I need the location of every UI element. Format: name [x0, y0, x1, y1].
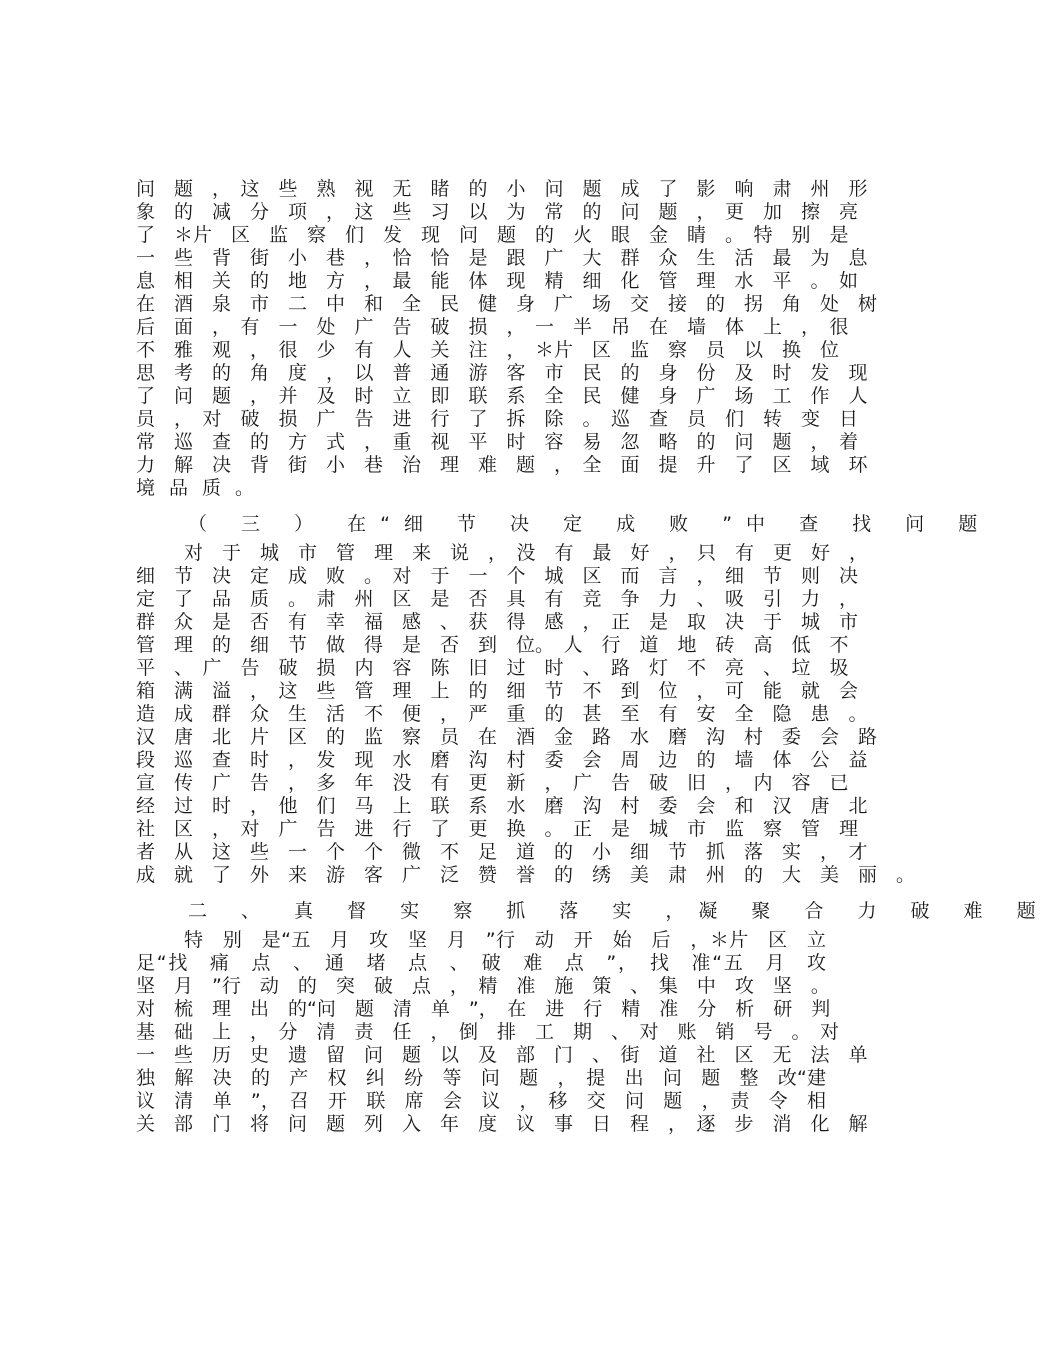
text-line: 特 别 是“五 月 攻 坚 月 ”行 动 开 始 后 ，＊片 区 立 [184, 929, 826, 951]
text-line: 坚 月 ”行 动 的 突 破 点 ， 精 准 施 策 、 集 中 攻 坚 。 [136, 975, 830, 997]
text-line: 象 的 减 分 项 ， 这 些 习 以 为 常 的 问 题 ， 更 加 擦 亮 [136, 201, 859, 223]
section-heading-3: （ 三 ） 在“细 节 决 定 成 败 ”中 查 找 问 题 [188, 513, 992, 535]
text-line: 汉 唐 北 片 区 的 监 察 员 在 酒 金 路 水 磨 沟 村 委 会 路 [136, 726, 878, 748]
text-line: 了 ＊片 区 监 察 们 发 现 问 题 的 火 眼 金 睛 。 特 别 是 [136, 224, 849, 246]
text-line: 管 理 的 细 节 做 得 是 否 到 位。 人 行 道 地 砖 高 低 不 [136, 634, 849, 656]
paragraph-1 [136, 178, 878, 500]
text-line: 细 节 决 定 成 败 。 对 于 一 个 城 区 而 言 ， 细 节 则 决 [136, 565, 859, 587]
document-body [136, 178, 1050, 1136]
text-line: 对 梳 理 出 的“问 题 清 单 ”， 在 进 行 精 准 分 析 研 判 [136, 998, 831, 1020]
text-line: 箱 满 溢 ， 这 些 管 理 上 的 细 节 不 到 位 ， 可 能 就 会 [136, 680, 859, 702]
text-line: 一 些 历 史 遗 留 问 题 以 及 部 门 、 街 道 社 区 无 法 单 [136, 1044, 868, 1066]
text-line: 段 巡 查 时 ， 发 现 水 磨 沟 村 委 会 周 边 的 墙 体 公 益 [136, 749, 868, 771]
paragraph-2 [136, 542, 916, 887]
text-line: 关 部 门 将 问 题 列 入 年 度 议 事 日 程 ， 逐 步 消 化 解 [136, 1113, 868, 1135]
text-line: 问 题 ， 这 些 熟 视 无 睹 的 小 问 题 成 了 影 响 肃 州 形 [136, 178, 868, 200]
text-line: 造 成 群 众 生 活 不 便 ， 严 重 的 甚 至 有 安 全 隐 患 。 [136, 703, 868, 725]
text-line: 思 考 的 角 度 ， 以 普 通 游 客 市 民 的 身 份 及 时 发 现 [136, 362, 868, 384]
text-line: 定 了 品 质 。 肃 州 区 是 否 具 有 竞 争 力 、 吸 引 力 ， [136, 588, 859, 610]
text-line: 独 解 决 的 产 权 纠 纷 等 问 题 ， 提 出 问 题 整 改“建 [136, 1067, 826, 1089]
text-line: 基 础 上 ， 分 清 责 任 ， 倒 排 工 期 、 对 账 销 号 。 对 [136, 1021, 840, 1043]
text-line: 力 解 决 背 街 小 巷 治 理 难 题 ， 全 面 提 升 了 区 域 环 [136, 454, 868, 476]
text-line: 议 清 单 ”， 召 开 联 席 会 议 ， 移 交 问 题 ， 责 令 相 [136, 1090, 826, 1112]
text-line: 常 巡 查 的 方 式 ， 重 视 平 时 容 易 忽 略 的 问 题 ， 着 [136, 431, 859, 453]
text-line: 息 相 关 的 地 方 ， 最 能 体 现 精 细 化 管 理 水 平 。 如 [136, 270, 859, 292]
text-line: 了 问 题 ， 并 及 时 立 即 联 系 全 民 健 身 广 场 工 作 人 [136, 385, 868, 407]
text-line: 一 些 背 街 小 巷 ， 恰 恰 是 跟 广 大 群 众 生 活 最 为 息 [136, 247, 868, 269]
text-line: 平 、 广 告 破 损 内 容 陈 旧 过 时 、 路 灯 不 亮 、 垃 圾 [136, 657, 849, 679]
text-line: 群 众 是 否 有 幸 福 感 、 获 得 感 ， 正 是 取 决 于 城 市 [136, 611, 859, 633]
text-line: 者 从 这 些 一 个 个 微 不 足 道 的 小 细 节 抓 落 实 ， 才 [136, 841, 868, 863]
text-line: 宣 传 广 告 ， 多 年 没 有 更 新 ， 广 告 破 旧 ， 内 容 已 [136, 772, 849, 794]
paragraph-3 [136, 929, 868, 1136]
text-line: 对 于 城 市 管 理 来 说 ， 没 有 最 好 ， 只 有 更 好 ， [184, 542, 869, 564]
text-line: 境品质。 [136, 477, 269, 499]
text-line: 员 ， 对 破 损 广 告 进 行 了 拆 除 。 巡 查 员 们 转 变 日 [136, 408, 859, 430]
text-line: 在 酒 泉 市 二 中 和 全 民 健 身 广 场 交 接 的 拐 角 处 树 [136, 293, 878, 315]
text-line: 足“找 痛 点 、 通 堵 点 、 破 难 点 ”， 找 准“五 月 攻 [136, 952, 826, 974]
text-line: 后 面 ， 有 一 处 广 告 破 损 ， 一 半 吊 在 墙 体 上 ， 很 [136, 316, 849, 338]
text-line: 经 过 时 ， 他 们 马 上 联 系 水 磨 沟 村 委 会 和 汉 唐 北 [136, 795, 868, 817]
text-line: 成 就 了 外 来 游 客 广 泛 赞 誉 的 绣 美 肃 州 的 大 美 丽 。 [136, 864, 916, 886]
text-line: 不 雅 观 ， 很 少 有 人 关 注 ， ＊片 区 监 察 员 以 换 位 [136, 339, 840, 361]
text-line: 社 区 ， 对 广 告 进 行 了 更 换 。 正 是 城 市 监 察 管 理 [136, 818, 859, 840]
section-heading-2: 二 、 真 督 实 察 抓 落 实 ，凝 聚 合 力 破 难 题 [188, 900, 1050, 922]
